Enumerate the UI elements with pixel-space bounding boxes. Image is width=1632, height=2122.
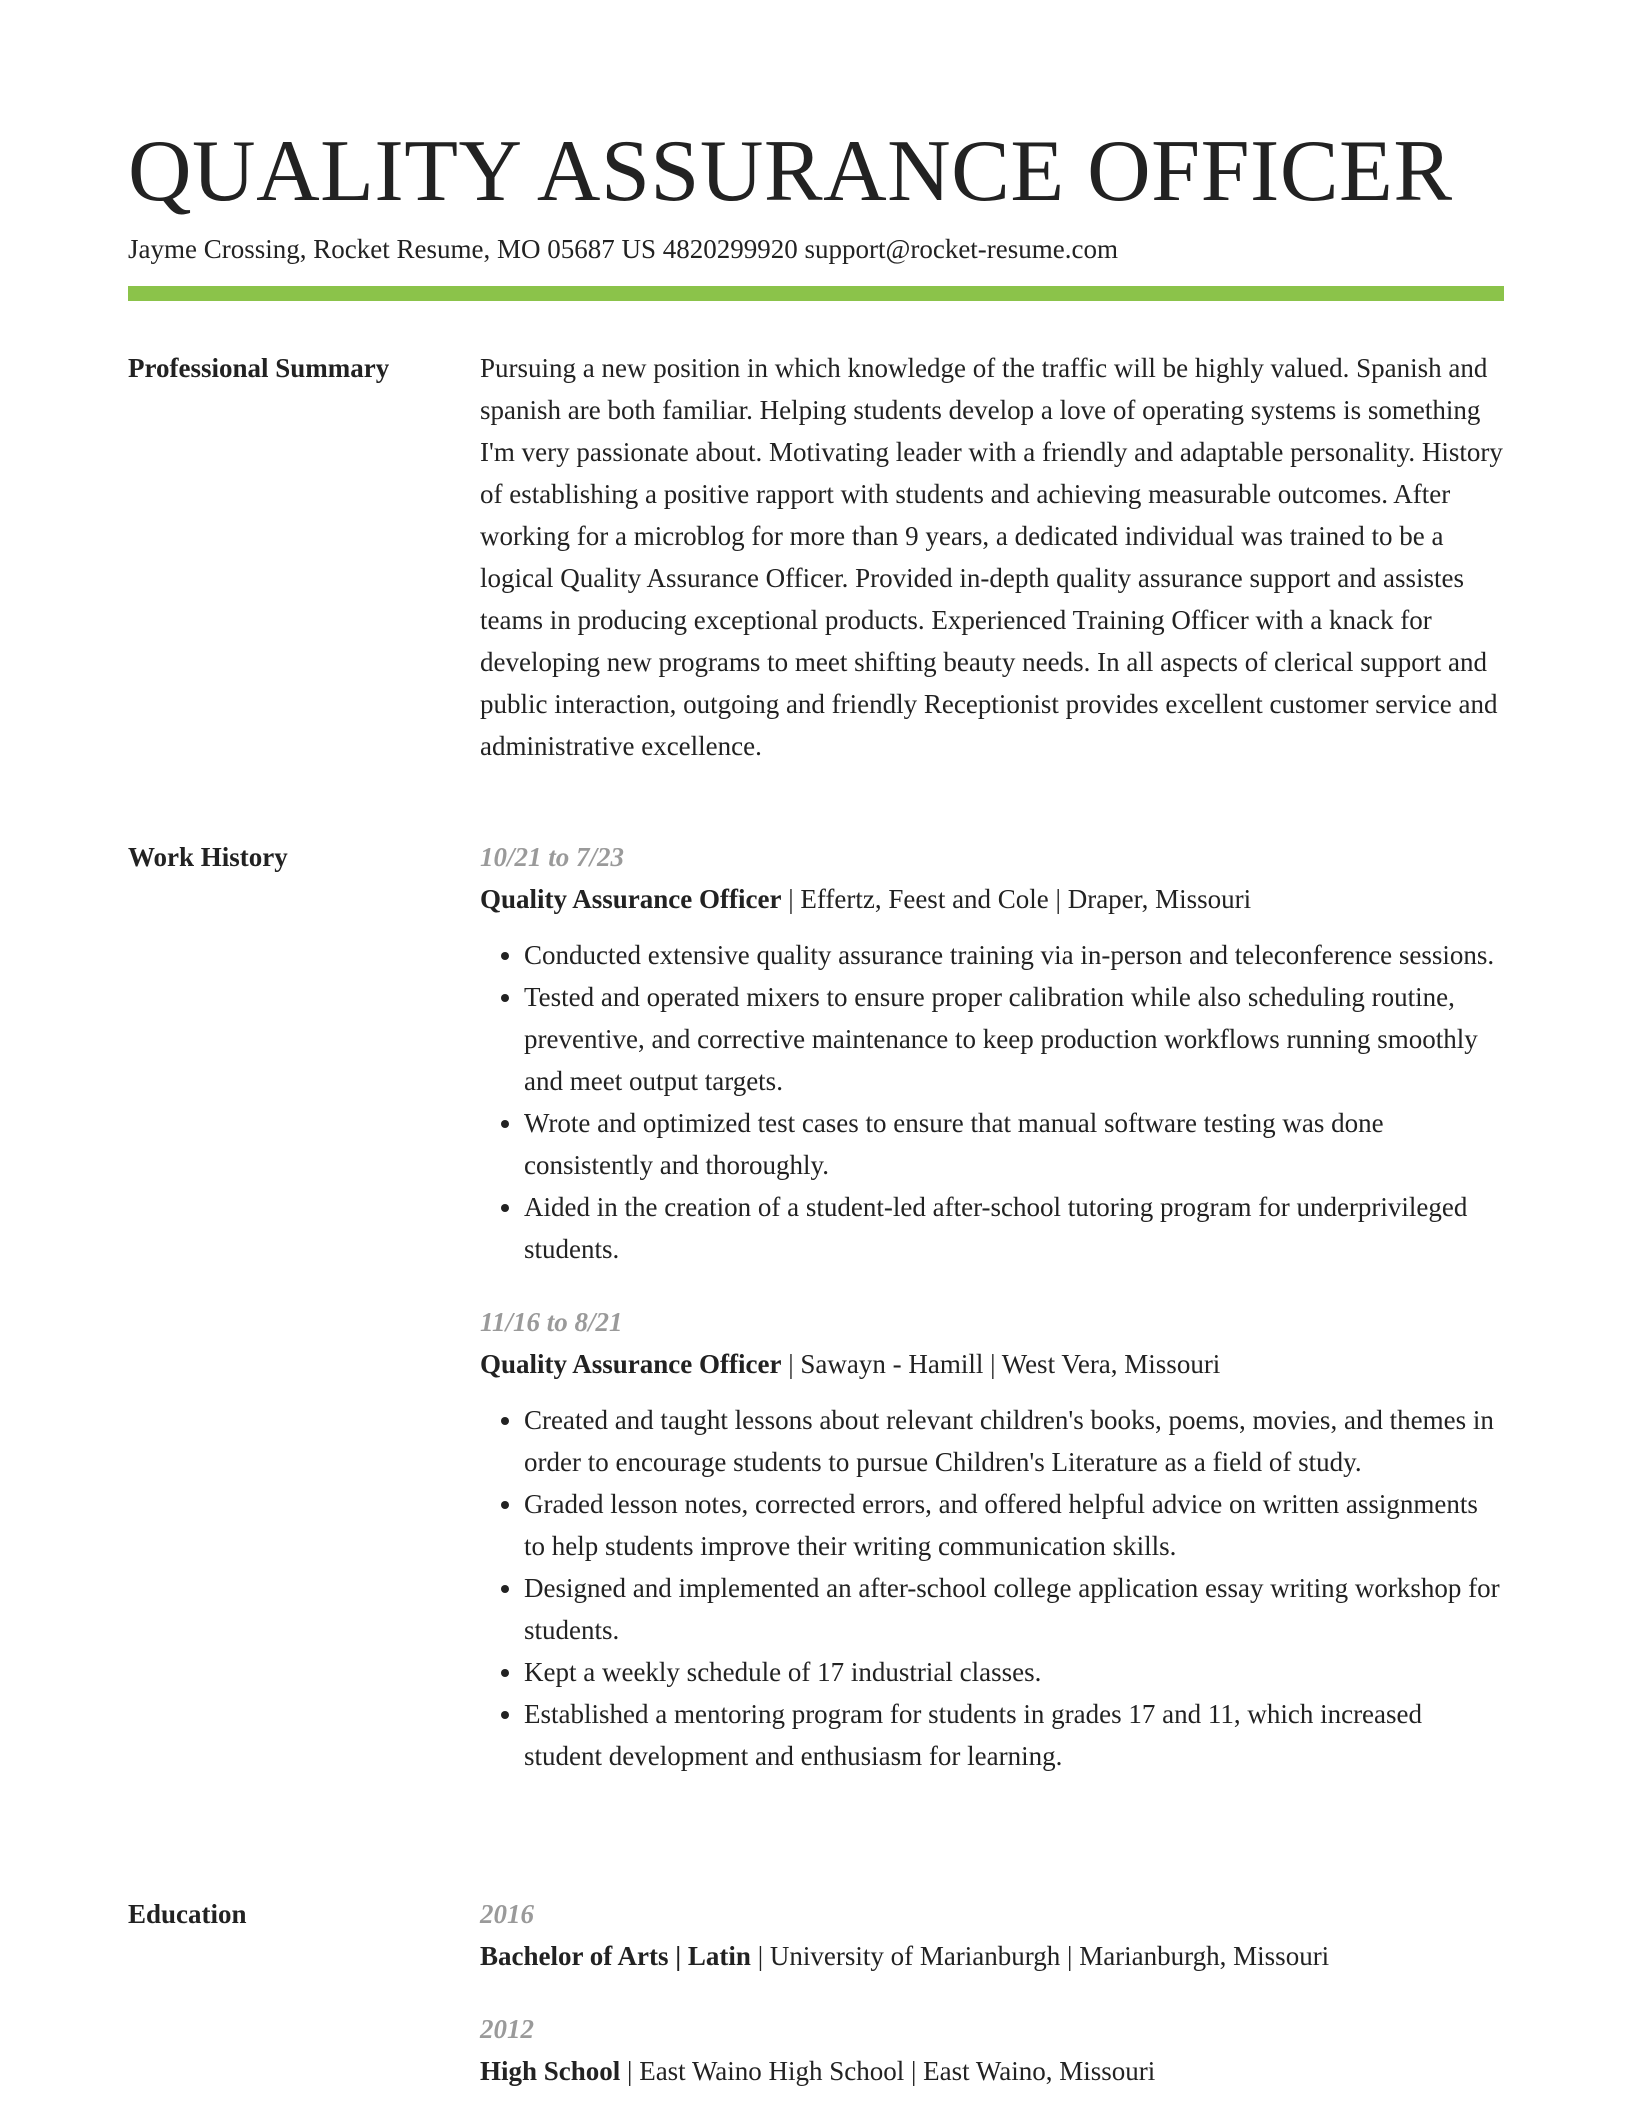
job-bullet: • Designed and implemented an after-school college application essay writing workshop for students. xyxy=(524,1567,1504,1651)
education-year: 2012 xyxy=(480,2014,534,2044)
summary-heading: Professional Summary xyxy=(128,353,390,383)
education-details: | University of Marianburgh | Marianburgh, Missouri xyxy=(750,1941,1330,1971)
job-title: Quality Assurance Officer xyxy=(480,1349,782,1379)
job-entry xyxy=(480,1301,1504,1777)
job-bullet: • Kept a weekly schedule of 17 industrial classes. xyxy=(524,1651,1504,1693)
job-bullet: • Conducted extensive quality assurance training via in-person and teleconference sessions. xyxy=(524,934,1504,976)
job-bullet: • Tested and operated mixers to ensure proper calibration while also scheduling routine, preventive, and corrective maintenance to keep production workflows running smoothly and meet output targets. xyxy=(524,976,1504,1102)
header-divider xyxy=(128,286,1504,301)
education-heading-line xyxy=(480,2050,1504,2092)
job-bullet: • Aided in the creation of a student-led after-school tutoring program for underprivileged students. xyxy=(524,1186,1504,1270)
job-heading xyxy=(480,878,1504,920)
job-title: Quality Assurance Officer xyxy=(480,884,782,914)
education-degree: Bachelor of Arts | Latin xyxy=(480,1941,751,1971)
job-heading xyxy=(480,1343,1504,1385)
job-dates: 11/16 to 8/21 xyxy=(480,1307,623,1337)
contact-email: support@rocket-resume.com xyxy=(804,234,1119,264)
work-history-body xyxy=(480,836,1504,1807)
education-body xyxy=(480,1893,1504,2122)
work-history-heading: Work History xyxy=(128,842,288,872)
job-entry xyxy=(480,836,1504,1270)
job-bullets xyxy=(480,1399,1504,1777)
education-entry xyxy=(480,2008,1504,2092)
education-degree: High School xyxy=(480,2056,621,2086)
job-bullet: • Graded lesson notes, corrected errors, and offered helpful advice on written assignments to help students improve their writing communication skills. xyxy=(524,1483,1504,1567)
contact-phone: 4820299920 xyxy=(662,234,805,264)
summary-body xyxy=(480,347,1504,767)
summary-text: Pursuing a new position in which knowledge of the traffic will be highly valued. Spanish and spanish are both familiar. Helping students develop a love of operating systems is something I'm very passionate about. Motivating leader with a friendly and adaptable personality. History of establishing a positive rapport with students and achieving measurable outcomes. After working for a microblog for more than 9 years, a dedicated individual was trained to be a logical Quality Assurance Officer. Provided in-depth quality assurance support and assistes teams in producing exceptional products. Experienced Training Officer with a knack for developing new programs to meet shifting beauty needs. In all aspects of clerical support and public interaction, outgoing and friendly Receptionist provides excellent customer service and administrative excellence. xyxy=(480,353,1503,761)
job-details: | Effertz, Feest and Cole | Draper, Missouri xyxy=(781,884,1252,914)
education-details: | East Waino High School | East Waino, Missouri xyxy=(620,2056,1156,2086)
job-bullet: • Created and taught lessons about relevant children's books, poems, movies, and themes in order to encourage students to pursue Children's Literature as a field of study. xyxy=(524,1399,1504,1483)
education-year: 2016 xyxy=(480,1899,534,1929)
education-entry xyxy=(480,1893,1504,1977)
contact-address: Jayme Crossing, Rocket Resume, MO 05687 US xyxy=(128,234,663,264)
job-details: | Sawayn - Hamill | West Vera, Missouri xyxy=(781,1349,1221,1379)
job-dates: 10/21 to 7/23 xyxy=(480,842,625,872)
job-bullet: • Established a mentoring program for students in grades 17 and 11, which increased student development and enthusiasm for learning. xyxy=(524,1693,1504,1777)
job-bullet: • Wrote and optimized test cases to ensure that manual software testing was done consistently and thoroughly. xyxy=(524,1102,1504,1186)
education-heading: Education xyxy=(128,1899,247,1929)
resume-title: QUALITY ASSURANCE OFFICER xyxy=(128,123,1453,220)
education-heading-line xyxy=(480,1935,1504,1977)
contact-line xyxy=(128,232,1118,266)
job-bullets xyxy=(480,934,1504,1270)
